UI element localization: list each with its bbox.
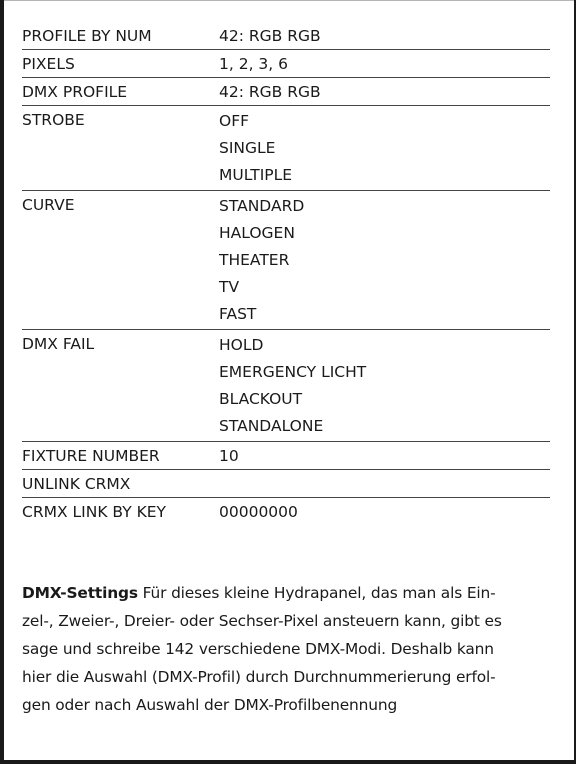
- param-value: BLACKOUT: [219, 390, 303, 408]
- param-label: PIXELS: [22, 55, 75, 73]
- param-value: HOLD: [219, 336, 264, 354]
- param-value: 00000000: [219, 503, 298, 521]
- figure-caption: [22, 579, 542, 719]
- table-row: [22, 78, 550, 106]
- table-row: [22, 191, 550, 330]
- frame-bottom-border: [0, 760, 576, 764]
- param-values: [219, 444, 550, 468]
- param-value: 1, 2, 3, 6: [219, 55, 289, 73]
- caption-text: Für dieses kleine Hydrapanel, das man als Ein-: [137, 584, 496, 602]
- table-row: [22, 50, 550, 78]
- frame-left-border: [0, 0, 4, 764]
- frame-top-border: [0, 0, 576, 1]
- param-value: FAST: [219, 305, 257, 323]
- table-row: [22, 106, 550, 191]
- param-values: [219, 193, 550, 328]
- param-value: HALOGEN: [219, 224, 295, 242]
- param-label: UNLINK CRMX: [22, 475, 131, 493]
- param-label: CURVE: [22, 196, 75, 214]
- param-value: 42: RGB RGB: [219, 83, 321, 101]
- param-values: [219, 52, 550, 76]
- table-row: [22, 24, 550, 50]
- param-value: STANDARD: [219, 197, 305, 215]
- param-label: CRMX LINK BY KEY: [22, 503, 167, 521]
- param-value: OFF: [219, 112, 250, 130]
- table-row: [22, 470, 550, 498]
- param-label: DMX FAIL: [22, 335, 95, 353]
- param-value: THEATER: [219, 251, 290, 269]
- param-values: [219, 80, 550, 104]
- dmx-settings-table: [22, 24, 550, 525]
- caption-line: [22, 579, 542, 607]
- param-values: [219, 472, 550, 496]
- param-value: STANDALONE: [219, 417, 324, 435]
- param-values: [219, 332, 550, 440]
- caption-lead: DMX-Settings: [22, 584, 138, 602]
- table-row: [22, 498, 550, 525]
- param-values: [219, 108, 550, 189]
- param-values: [219, 24, 550, 48]
- param-values: [219, 500, 550, 524]
- param-value: 42: RGB RGB: [219, 27, 321, 45]
- caption-line: sage und schreibe 142 verschiedene DMX-Modi. Deshalb kann: [22, 640, 494, 658]
- param-label: DMX PROFILE: [22, 83, 128, 101]
- table-row: [22, 330, 550, 442]
- param-label: STROBE: [22, 111, 85, 129]
- param-value: MULTIPLE: [219, 166, 293, 184]
- caption-line: zel-, Zweier-, Dreier- oder Sechser-Pixel ansteuern kann, gibt es: [22, 612, 502, 630]
- param-label: FIXTURE NUMBER: [22, 447, 160, 465]
- caption-line: hier die Auswahl (DMX-Profil) durch Durchnummerierung erfol-: [22, 668, 496, 686]
- caption-line: gen oder nach Auswahl der DMX-Profilbenennung: [22, 696, 398, 714]
- param-value: [219, 472, 550, 496]
- param-value: EMERGENCY LICHT: [219, 363, 367, 381]
- param-value: SINGLE: [219, 139, 276, 157]
- param-label: PROFILE BY NUM: [22, 27, 152, 45]
- param-value: 10: [219, 447, 239, 465]
- table-row: [22, 442, 550, 470]
- param-value: TV: [219, 278, 240, 296]
